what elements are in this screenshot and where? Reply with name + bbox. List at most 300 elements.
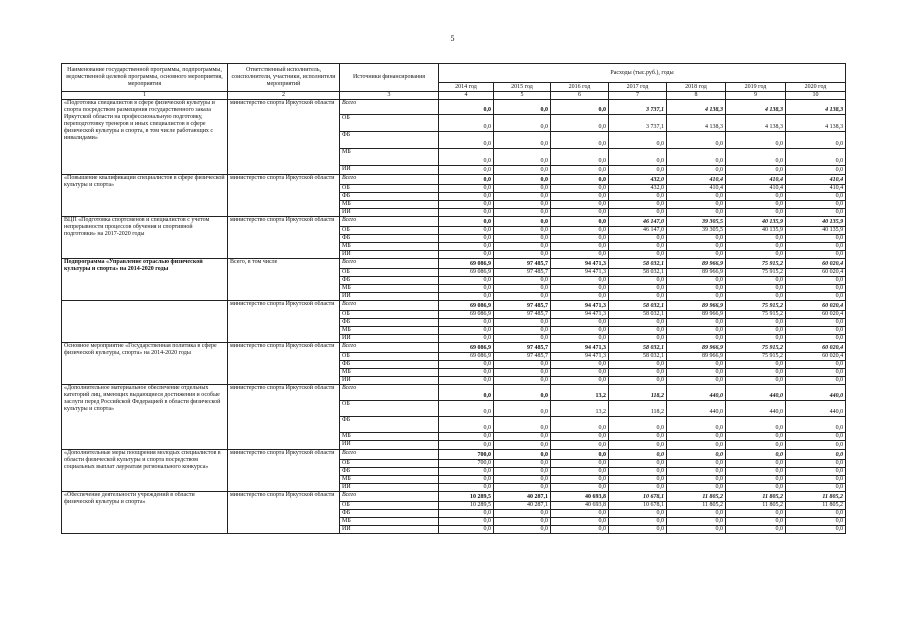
amount-cell: 40 135,9 [726, 217, 786, 227]
amount-cell: 0,0 [609, 417, 667, 433]
amount-cell: 0,0 [494, 518, 551, 526]
amount-cell: 60 020,4 [786, 353, 846, 361]
amount-cell: 0,0 [439, 441, 494, 450]
amount-cell: 75 915,2 [726, 301, 786, 311]
amount-cell: 118,2 [609, 401, 667, 417]
amount-cell: 0,0 [667, 285, 726, 293]
amount-cell: 0,0 [726, 277, 786, 285]
funding-source: ИИ [340, 166, 439, 175]
amount-cell: 0,0 [609, 361, 667, 369]
amount-cell: 0,0 [494, 243, 551, 251]
amount-cell: 4 138,3 [786, 115, 846, 132]
amount-cell: 60 020,4 [786, 259, 846, 269]
program-name: Основное мероприятие «Государственная политика в сфере физической культуры, спорта» на 2014-2020 годы [62, 343, 228, 385]
amount-cell: 0,0 [667, 526, 726, 534]
amount-cell: 440,0 [786, 401, 846, 417]
amount-cell: 440,0 [726, 385, 786, 401]
amount-cell: 11 805,2 [786, 492, 846, 502]
amount-cell: 0,0 [551, 285, 609, 293]
amount-cell: 11 805,2 [726, 502, 786, 510]
header-year: 2015 год [494, 83, 551, 92]
amount-cell: 0,0 [726, 460, 786, 468]
amount-cell: 39 305,5 [667, 227, 726, 235]
amount-cell: 0,0 [667, 251, 726, 259]
funding-source: Всего [340, 175, 439, 185]
amount-cell: 410,4 [726, 175, 786, 185]
amount-cell: 0,0 [726, 149, 786, 166]
amount-cell: 10 678,1 [609, 502, 667, 510]
amount-cell: 0,0 [609, 243, 667, 251]
amount-cell: 39 305,5 [667, 217, 726, 227]
amount-cell: 0,0 [494, 468, 551, 476]
amount-cell: 0,0 [609, 460, 667, 468]
amount-cell: 94 471,3 [551, 343, 609, 353]
amount-cell: 0,0 [551, 510, 609, 518]
header-name: Наименование государственной программы, подпрограммы, ведомственной целевой программы, основного мероприятия, мероприятия [62, 64, 228, 92]
program-name: Подпрограмма «Управление отраслью физической культуры и спорта» на 2014-2020 годы [62, 259, 228, 301]
header-index: 7 [609, 92, 667, 100]
header-expenses: Расходы (тыс.руб.), годы [439, 64, 846, 83]
funding-source: ОБ [340, 115, 439, 132]
amount-cell: 69 086,9 [439, 269, 494, 277]
amount-cell: 0,0 [494, 185, 551, 193]
amount-cell: 3 737,1 [609, 100, 667, 115]
amount-cell: 0,0 [439, 327, 494, 335]
table-row [62, 100, 846, 115]
amount-cell: 0,0 [609, 209, 667, 217]
amount-cell: 0,0 [494, 369, 551, 377]
amount-cell: 97 485,7 [494, 353, 551, 361]
amount-cell: 0,0 [551, 185, 609, 193]
amount-cell: 0,0 [494, 327, 551, 335]
amount-cell: 0,0 [609, 201, 667, 209]
amount-cell: 0,0 [494, 149, 551, 166]
amount-cell: 0,0 [667, 319, 726, 327]
amount-cell: 0,0 [726, 209, 786, 217]
amount-cell: 0,0 [667, 460, 726, 468]
amount-cell: 75 915,2 [726, 259, 786, 269]
amount-cell: 0,0 [726, 484, 786, 492]
amount-cell: 0,0 [609, 450, 667, 460]
amount-cell: 0,0 [726, 369, 786, 377]
amount-cell: 0,0 [439, 149, 494, 166]
amount-cell: 0,0 [726, 327, 786, 335]
amount-cell: 0,0 [439, 417, 494, 433]
funding-source: МБ [340, 243, 439, 251]
table-row [62, 259, 846, 269]
amount-cell: 0,0 [609, 468, 667, 476]
amount-cell: 0,0 [551, 476, 609, 484]
amount-cell: 97 485,7 [494, 269, 551, 277]
amount-cell: 0,0 [667, 209, 726, 217]
amount-cell: 0,0 [494, 100, 551, 115]
table-row [62, 301, 846, 311]
amount-cell: 0,0 [551, 484, 609, 492]
amount-cell: 69 086,9 [439, 311, 494, 319]
amount-cell: 58 032,1 [609, 269, 667, 277]
amount-cell: 0,0 [609, 193, 667, 201]
amount-cell: 0,0 [551, 251, 609, 259]
amount-cell: 0,0 [551, 441, 609, 450]
amount-cell: 3 737,1 [609, 115, 667, 132]
amount-cell: 0,0 [609, 518, 667, 526]
amount-cell: 0,0 [551, 175, 609, 185]
funding-source: ИИ [340, 526, 439, 534]
amount-cell: 0,0 [439, 361, 494, 369]
amount-cell: 0,0 [551, 293, 609, 301]
amount-cell: 0,0 [551, 227, 609, 235]
table-row [62, 343, 846, 353]
amount-cell: 0,0 [786, 209, 846, 217]
table-row [62, 175, 846, 185]
amount-cell: 4 138,3 [726, 100, 786, 115]
header-source: Источники финансирования [340, 64, 439, 92]
amount-cell: 0,0 [726, 518, 786, 526]
amount-cell: 69 086,9 [439, 259, 494, 269]
executor: министерство спорта Иркутской области [228, 385, 340, 450]
amount-cell: 40 693,8 [551, 502, 609, 510]
funding-source: ФБ [340, 193, 439, 201]
amount-cell: 410,4 [786, 175, 846, 185]
amount-cell: 0,0 [726, 166, 786, 175]
amount-cell: 0,0 [494, 526, 551, 534]
amount-cell: 97 485,7 [494, 311, 551, 319]
amount-cell: 0,0 [439, 526, 494, 534]
amount-cell: 0,0 [667, 417, 726, 433]
amount-cell: 0,0 [494, 285, 551, 293]
amount-cell: 0,0 [726, 319, 786, 327]
amount-cell: 0,0 [439, 115, 494, 132]
amount-cell: 11 805,2 [667, 502, 726, 510]
amount-cell: 40 135,9 [726, 227, 786, 235]
amount-cell: 0,0 [439, 201, 494, 209]
amount-cell: 0,0 [551, 319, 609, 327]
amount-cell: 13,2 [551, 385, 609, 401]
amount-cell: 0,0 [667, 235, 726, 243]
amount-cell: 10 289,5 [439, 502, 494, 510]
funding-source: ФБ [340, 417, 439, 433]
amount-cell: 0,0 [551, 526, 609, 534]
amount-cell: 58 032,1 [609, 311, 667, 319]
executor: министерство спорта Иркутской области [228, 175, 340, 217]
funding-source: ИИ [340, 209, 439, 217]
amount-cell: 0,0 [667, 468, 726, 476]
amount-cell: 0,0 [726, 450, 786, 460]
amount-cell: 11 805,2 [726, 492, 786, 502]
amount-cell: 440,0 [786, 385, 846, 401]
amount-cell: 0,0 [494, 209, 551, 217]
amount-cell: 700,0 [439, 450, 494, 460]
amount-cell: 0,0 [439, 377, 494, 385]
amount-cell: 0,0 [551, 361, 609, 369]
amount-cell: 97 485,7 [494, 259, 551, 269]
amount-cell: 0,0 [494, 385, 551, 401]
funding-source: МБ [340, 327, 439, 335]
amount-cell: 0,0 [726, 251, 786, 259]
amount-cell: 0,0 [786, 201, 846, 209]
executor: Всего, в том числе [228, 259, 340, 301]
funding-source: ОБ [340, 502, 439, 510]
amount-cell: 94 471,3 [551, 311, 609, 319]
amount-cell: 0,0 [786, 243, 846, 251]
amount-cell: 0,0 [494, 175, 551, 185]
funding-source: ОБ [340, 185, 439, 193]
table-row [62, 450, 846, 460]
amount-cell: 0,0 [439, 185, 494, 193]
amount-cell: 0,0 [726, 243, 786, 251]
amount-cell: 58 032,1 [609, 343, 667, 353]
funding-source: МБ [340, 518, 439, 526]
amount-cell: 0,0 [667, 476, 726, 484]
program-name [62, 301, 228, 343]
amount-cell: 11 805,2 [786, 502, 846, 510]
amount-cell: 0,0 [439, 175, 494, 185]
amount-cell: 89 966,9 [667, 353, 726, 361]
amount-cell: 0,0 [439, 319, 494, 327]
amount-cell: 410,4 [786, 185, 846, 193]
program-name: «Обеспечение деятельности учреждений в области физической культуры и спорта» [62, 492, 228, 534]
header-year: 2019 год [726, 83, 786, 92]
funding-source: МБ [340, 433, 439, 441]
amount-cell: 0,0 [439, 518, 494, 526]
amount-cell: 410,4 [667, 175, 726, 185]
executor: министерство спорта Иркутской области [228, 492, 340, 534]
executor: министерство спорта Иркутской области [228, 100, 340, 175]
amount-cell: 0,0 [439, 385, 494, 401]
funding-source: ФБ [340, 235, 439, 243]
amount-cell: 0,0 [551, 450, 609, 460]
amount-cell: 69 086,9 [439, 301, 494, 311]
budget-table [61, 63, 846, 534]
funding-source: ОБ [340, 269, 439, 277]
header-index: 4 [439, 92, 494, 100]
amount-cell: 0,0 [786, 193, 846, 201]
amount-cell: 0,0 [609, 510, 667, 518]
amount-cell: 440,0 [667, 385, 726, 401]
funding-source: ИИ [340, 484, 439, 492]
amount-cell: 0,0 [551, 217, 609, 227]
funding-source: Всего [340, 450, 439, 460]
header-index: 6 [551, 92, 609, 100]
amount-cell: 0,0 [439, 277, 494, 285]
amount-cell: 10 678,1 [609, 492, 667, 502]
program-name: «Дополнительные меры поощрения молодых специалистов в области физической культуры и спорта посредством социальных выплат лауреатам регионального конкурса» [62, 450, 228, 492]
funding-source: Всего [340, 100, 439, 115]
amount-cell: 89 966,9 [667, 301, 726, 311]
amount-cell: 0,0 [726, 476, 786, 484]
amount-cell: 0,0 [786, 369, 846, 377]
amount-cell: 0,0 [439, 217, 494, 227]
amount-cell: 69 086,9 [439, 343, 494, 353]
amount-cell: 0,0 [609, 132, 667, 149]
amount-cell: 700,0 [439, 460, 494, 468]
amount-cell: 0,0 [439, 193, 494, 201]
amount-cell: 0,0 [667, 293, 726, 301]
header-index: 1 [62, 92, 228, 100]
amount-cell: 0,0 [667, 441, 726, 450]
amount-cell: 0,0 [786, 166, 846, 175]
amount-cell: 0,0 [786, 510, 846, 518]
amount-cell: 0,0 [494, 193, 551, 201]
amount-cell: 0,0 [439, 243, 494, 251]
amount-cell: 0,0 [667, 201, 726, 209]
amount-cell: 0,0 [494, 166, 551, 175]
header-index: 5 [494, 92, 551, 100]
executor: министерство спорта Иркутской области [228, 301, 340, 343]
funding-source: ФБ [340, 510, 439, 518]
amount-cell: 0,0 [551, 369, 609, 377]
amount-cell: 0,0 [726, 377, 786, 385]
amount-cell: 60 020,4 [786, 343, 846, 353]
amount-cell: 0,0 [551, 460, 609, 468]
amount-cell: 0,0 [494, 377, 551, 385]
header-executor: Ответственный исполнитель, соисполнители, участники, исполнители мероприятий [228, 64, 340, 92]
amount-cell: 0,0 [551, 327, 609, 335]
funding-source: МБ [340, 285, 439, 293]
amount-cell: 0,0 [667, 327, 726, 335]
amount-cell: 75 915,2 [726, 343, 786, 353]
funding-source: МБ [340, 476, 439, 484]
amount-cell: 0,0 [551, 243, 609, 251]
amount-cell: 0,0 [667, 510, 726, 518]
program-name: «Подготовка специалистов в сфере физической культуры и спорта посредством размещения государственного заказа Иркутской области на профессиональную подготовку, переподготовку тренеров и иных специалистов в сфере физической культуры и спорта, в том числе работающих с инвалидами» [62, 100, 228, 175]
amount-cell: 0,0 [439, 476, 494, 484]
amount-cell: 0,0 [494, 433, 551, 441]
amount-cell: 0,0 [494, 319, 551, 327]
amount-cell: 440,0 [726, 401, 786, 417]
amount-cell: 0,0 [439, 401, 494, 417]
amount-cell: 11 805,2 [667, 492, 726, 502]
amount-cell: 0,0 [609, 149, 667, 166]
amount-cell: 432,0 [609, 175, 667, 185]
amount-cell: 0,0 [439, 293, 494, 301]
amount-cell: 75 915,2 [726, 269, 786, 277]
amount-cell: 0,0 [551, 201, 609, 209]
amount-cell: 0,0 [439, 369, 494, 377]
funding-source: ФБ [340, 319, 439, 327]
amount-cell: 0,0 [667, 361, 726, 369]
amount-cell: 0,0 [551, 132, 609, 149]
amount-cell: 0,0 [551, 417, 609, 433]
amount-cell: 0,0 [439, 433, 494, 441]
amount-cell: 0,0 [551, 468, 609, 476]
amount-cell: 0,0 [786, 277, 846, 285]
amount-cell: 0,0 [439, 209, 494, 217]
amount-cell: 0,0 [551, 433, 609, 441]
amount-cell: 0,0 [439, 227, 494, 235]
amount-cell: 0,0 [439, 468, 494, 476]
funding-source: ФБ [340, 132, 439, 149]
amount-cell: 0,0 [609, 433, 667, 441]
amount-cell: 0,0 [667, 193, 726, 201]
amount-cell: 75 915,2 [726, 353, 786, 361]
header-index: 3 [340, 92, 439, 100]
amount-cell: 0,0 [551, 277, 609, 285]
amount-cell: 0,0 [786, 441, 846, 450]
amount-cell: 0,0 [667, 132, 726, 149]
amount-cell: 118,2 [609, 385, 667, 401]
amount-cell: 0,0 [667, 277, 726, 285]
amount-cell: 0,0 [609, 166, 667, 175]
amount-cell: 46 147,0 [609, 227, 667, 235]
header-year: 2014 год [439, 83, 494, 92]
amount-cell: 97 485,7 [494, 301, 551, 311]
amount-cell: 94 471,3 [551, 353, 609, 361]
amount-cell: 0,0 [439, 285, 494, 293]
funding-source: Всего [340, 385, 439, 401]
funding-source: ОБ [340, 401, 439, 417]
amount-cell: 0,0 [786, 132, 846, 149]
amount-cell: 0,0 [609, 293, 667, 301]
amount-cell: 0,0 [726, 285, 786, 293]
amount-cell: 410,4 [667, 185, 726, 193]
amount-cell: 60 020,4 [786, 301, 846, 311]
funding-source: ОБ [340, 353, 439, 361]
amount-cell: 0,0 [786, 377, 846, 385]
funding-source: ИИ [340, 251, 439, 259]
funding-source: МБ [340, 201, 439, 209]
amount-cell: 0,0 [494, 361, 551, 369]
amount-cell: 60 020,4 [786, 311, 846, 319]
amount-cell: 0,0 [551, 100, 609, 115]
amount-cell: 89 966,9 [667, 259, 726, 269]
amount-cell: 0,0 [609, 327, 667, 335]
amount-cell: 13,2 [551, 401, 609, 417]
amount-cell: 0,0 [667, 518, 726, 526]
amount-cell: 0,0 [551, 377, 609, 385]
table-row [62, 385, 846, 401]
program-name: «Дополнительное материальное обеспечение отдельных категорий лиц, имеющих выдающиеся достижения и особые заслуги перед Российской Федерацией в области физической культуры и спорта» [62, 385, 228, 450]
header-year: 2020 год [786, 83, 846, 92]
amount-cell: 0,0 [726, 510, 786, 518]
amount-cell: 10 289,5 [439, 492, 494, 502]
amount-cell: 0,0 [609, 335, 667, 343]
amount-cell: 0,0 [667, 335, 726, 343]
amount-cell: 0,0 [609, 369, 667, 377]
amount-cell: 0,0 [551, 115, 609, 132]
amount-cell: 0,0 [494, 476, 551, 484]
amount-cell: 0,0 [439, 166, 494, 175]
amount-cell: 4 138,3 [667, 115, 726, 132]
amount-cell: 0,0 [494, 217, 551, 227]
amount-cell: 0,0 [726, 361, 786, 369]
header-year: 2016 год [551, 83, 609, 92]
amount-cell: 0,0 [786, 361, 846, 369]
amount-cell: 0,0 [609, 484, 667, 492]
amount-cell: 0,0 [609, 251, 667, 259]
amount-cell: 0,0 [494, 441, 551, 450]
program-name: «Повышение квалификации специалистов в сфере физической культуры и спорта» [62, 175, 228, 217]
amount-cell: 94 471,3 [551, 301, 609, 311]
amount-cell: 89 966,9 [667, 343, 726, 353]
amount-cell: 4 138,3 [726, 115, 786, 132]
amount-cell: 0,0 [726, 433, 786, 441]
amount-cell: 0,0 [494, 484, 551, 492]
amount-cell: 0,0 [551, 335, 609, 343]
amount-cell: 0,0 [494, 251, 551, 259]
amount-cell: 89 966,9 [667, 311, 726, 319]
amount-cell: 0,0 [786, 460, 846, 468]
amount-cell: 0,0 [786, 417, 846, 433]
header-index: 9 [726, 92, 786, 100]
header-index: 2 [228, 92, 340, 100]
amount-cell: 432,0 [609, 185, 667, 193]
funding-source: ОБ [340, 460, 439, 468]
amount-cell: 0,0 [667, 166, 726, 175]
executor: министерство спорта Иркутской области [228, 343, 340, 385]
amount-cell: 0,0 [609, 285, 667, 293]
amount-cell: 0,0 [609, 377, 667, 385]
